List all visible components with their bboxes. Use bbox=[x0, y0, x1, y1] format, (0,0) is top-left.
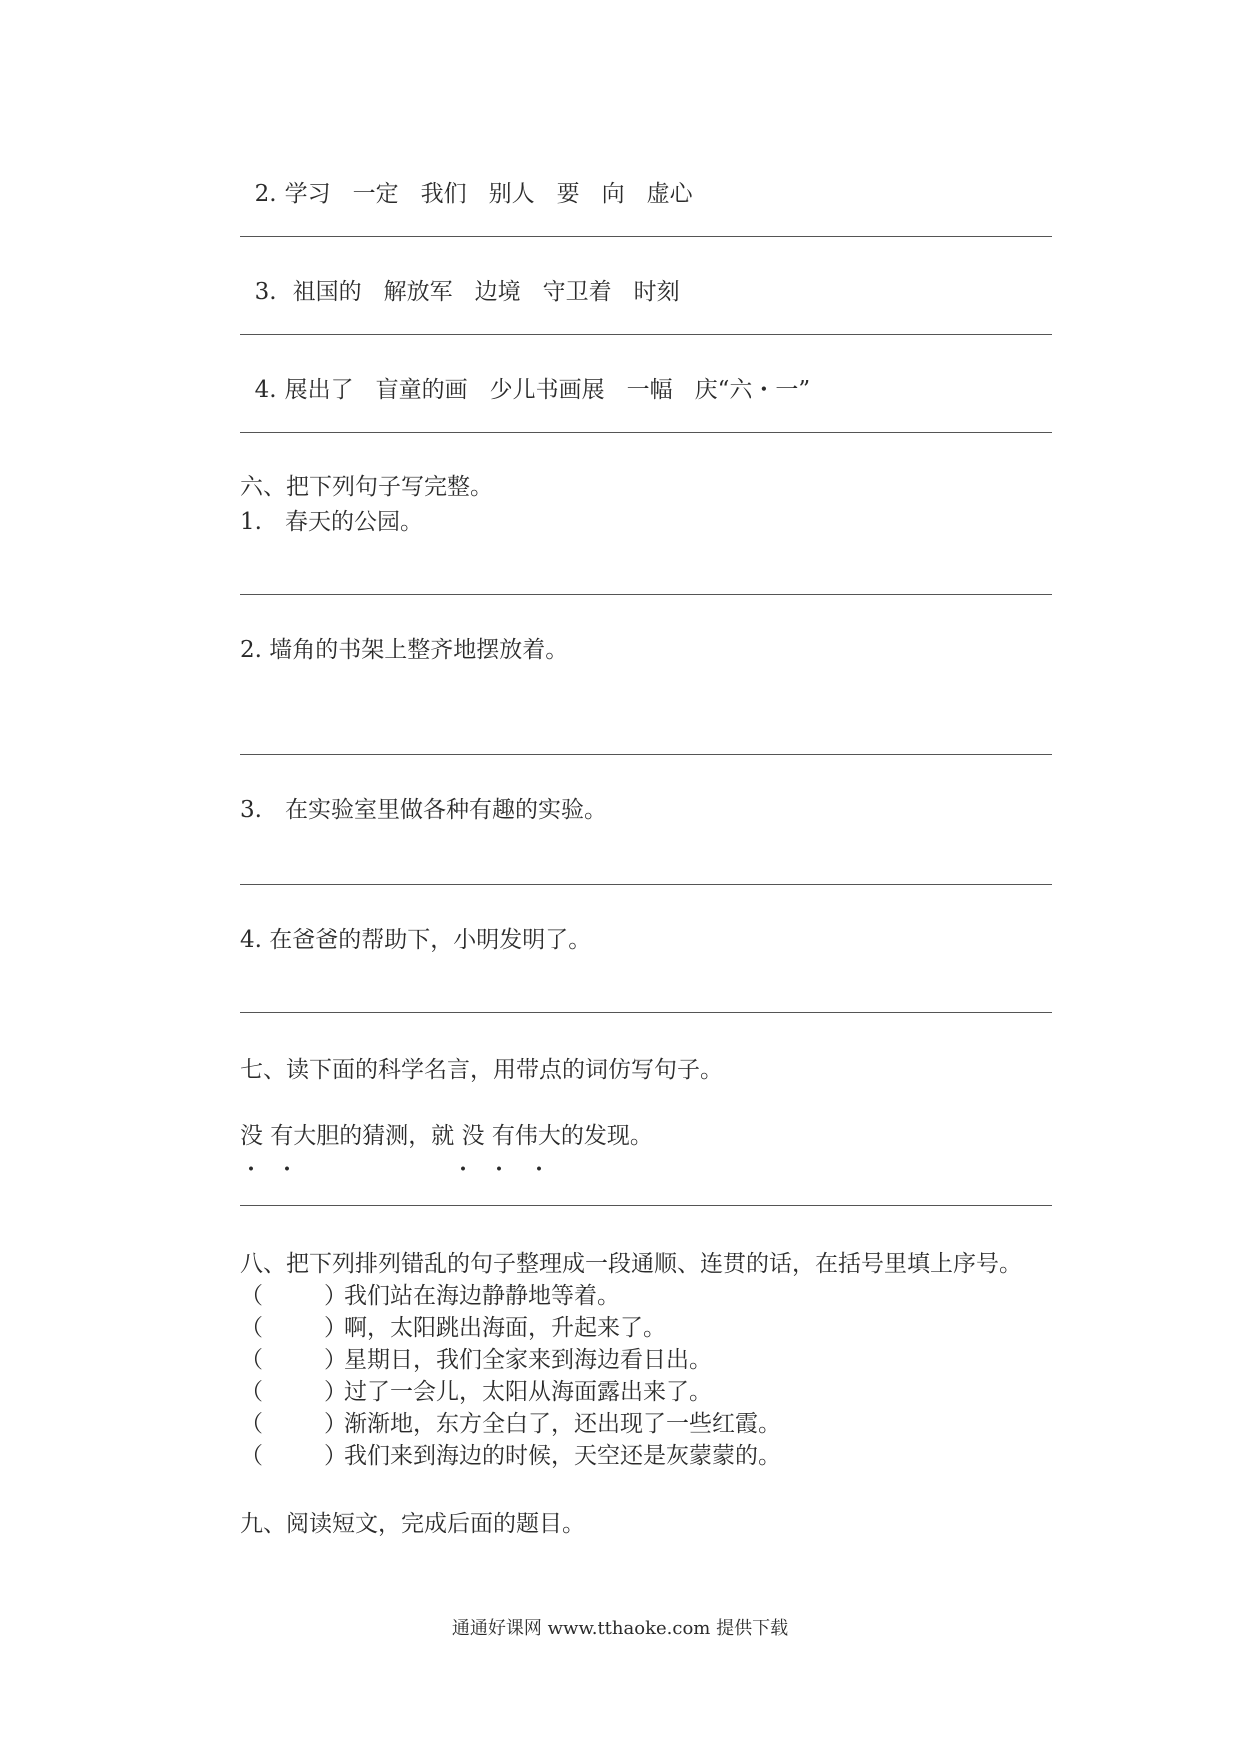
word: 展出了 bbox=[284, 377, 354, 403]
reorder-question-2 bbox=[240, 152, 715, 208]
order-item-4 bbox=[240, 1378, 712, 1406]
emphasis-dot: ・ bbox=[276, 1158, 299, 1183]
answer-line[interactable] bbox=[240, 1205, 1052, 1206]
word: 解放军 bbox=[383, 279, 453, 305]
word: 边境 bbox=[474, 279, 521, 305]
word: 少儿书画展 bbox=[489, 377, 605, 403]
answer-line[interactable] bbox=[240, 334, 1052, 335]
word: 学习 bbox=[284, 181, 331, 207]
section-9-title: 九、阅读短文，完成后面的题目。 bbox=[240, 1511, 585, 1537]
paren-open: （ bbox=[240, 1411, 263, 1437]
word: 时刻 bbox=[633, 279, 680, 305]
paren-close: ） bbox=[324, 1443, 347, 1469]
reorder-question-3 bbox=[240, 250, 702, 306]
emphasis-dot: ・ bbox=[240, 1158, 263, 1183]
paren-open: （ bbox=[240, 1315, 263, 1341]
answer-line[interactable] bbox=[240, 1012, 1052, 1013]
order-item-text: 过了一会儿，太阳从海面露出来了。 bbox=[344, 1379, 712, 1405]
section-7-title: 七、读下面的科学名言，用带点的词仿写句子。 bbox=[240, 1057, 723, 1083]
order-item-text: 星期日，我们全家来到海边看日出。 bbox=[344, 1347, 712, 1373]
word: 我们 bbox=[420, 181, 467, 207]
paren-open: （ bbox=[240, 1347, 263, 1373]
paren-close: ） bbox=[324, 1283, 347, 1309]
section-6-title: 六、把下列句子写完整。 bbox=[240, 474, 493, 500]
answer-line[interactable] bbox=[240, 432, 1052, 433]
paren-close: ） bbox=[324, 1347, 347, 1373]
order-item-text: 我们来到海边的时候，天空还是灰蒙蒙的。 bbox=[344, 1443, 781, 1469]
word: 盲童的画 bbox=[375, 377, 468, 403]
emphasis-dot: ・ bbox=[488, 1158, 511, 1183]
question-number: 2. bbox=[254, 181, 277, 207]
complete-sentence-1: 1. 春天的公园。 bbox=[240, 509, 423, 535]
word: 庆“六・一” bbox=[694, 377, 811, 403]
word: 守卫着 bbox=[542, 279, 612, 305]
order-item-3 bbox=[240, 1346, 712, 1374]
reorder-question-4 bbox=[240, 348, 832, 404]
page-footer: 通通好课网 www.tthaoke.com 提供下载 bbox=[451, 1618, 789, 1639]
answer-line[interactable] bbox=[240, 884, 1052, 885]
quote-sentence: 没 有大胆的猜测，就 没 有伟大的发现。 bbox=[240, 1123, 653, 1149]
order-item-5 bbox=[240, 1410, 781, 1438]
order-item-6 bbox=[240, 1442, 781, 1470]
order-item-1 bbox=[240, 1282, 620, 1310]
answer-line[interactable] bbox=[240, 236, 1052, 237]
question-number: 4. bbox=[254, 377, 277, 403]
order-item-2 bbox=[240, 1314, 666, 1342]
paren-close: ） bbox=[324, 1379, 347, 1405]
answer-line[interactable] bbox=[240, 594, 1052, 595]
paren-open: （ bbox=[240, 1379, 263, 1405]
word: 一定 bbox=[352, 181, 399, 207]
word: 祖国的 bbox=[292, 279, 362, 305]
answer-line[interactable] bbox=[240, 754, 1052, 755]
order-item-text: 渐渐地，东方全白了，还出现了一些红霞。 bbox=[344, 1411, 781, 1437]
order-item-text: 啊，太阳跳出海面，升起来了。 bbox=[344, 1315, 666, 1341]
word: 向 bbox=[601, 181, 625, 207]
complete-sentence-4: 4. 在爸爸的帮助下，小明发明了。 bbox=[240, 927, 592, 953]
order-item-text: 我们站在海边静静地等着。 bbox=[344, 1283, 620, 1309]
section-8-title: 八、把下列排列错乱的句子整理成一段通顺、连贯的话，在括号里填上序号。 bbox=[240, 1251, 1022, 1277]
paren-close: ） bbox=[324, 1315, 347, 1341]
paren-open: （ bbox=[240, 1443, 263, 1469]
word: 别人 bbox=[488, 181, 535, 207]
paren-close: ） bbox=[324, 1411, 347, 1437]
question-number: 3. bbox=[254, 279, 277, 305]
emphasis-dot: ・ bbox=[452, 1158, 475, 1183]
complete-sentence-3: 3. 在实验室里做各种有趣的实验。 bbox=[240, 797, 607, 823]
word: 虚心 bbox=[646, 181, 693, 207]
complete-sentence-2: 2. 墙角的书架上整齐地摆放着。 bbox=[240, 637, 569, 663]
word: 一幅 bbox=[626, 377, 673, 403]
emphasis-dot: ・ bbox=[528, 1158, 551, 1183]
paren-open: （ bbox=[240, 1283, 263, 1309]
word: 要 bbox=[556, 181, 580, 207]
